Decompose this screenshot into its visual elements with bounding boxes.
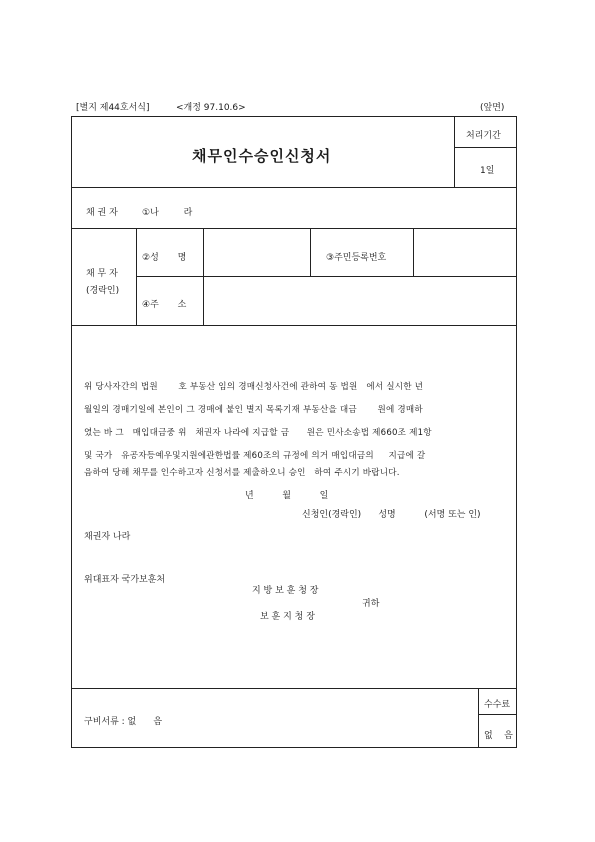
divider-label-col: [136, 228, 137, 325]
divider-processing: [454, 147, 517, 148]
regional-office: 지 방 보 훈 청 장: [252, 586, 319, 596]
body-line-2: 월일의 경매기일에 본인이 그 경매에 붙인 별지 목록기재 부동산을 대금 원에 경매하: [84, 405, 423, 415]
applicant-line: 신청인(경락인) 성명 (서명 또는 인): [302, 510, 481, 520]
honorific: 귀하: [362, 599, 380, 609]
body-line-3: 였는 바 그 매입대금중 위 채권자 나라에 지급할 금 원은 민사소송법 제660조 제1항: [84, 428, 432, 438]
branch-office: 보 훈 지 청 장: [260, 612, 315, 622]
divider-processing-left: [454, 116, 455, 187]
debtor-label-sub: (경락인): [86, 286, 120, 296]
form-number: [별지 제44호서식]: [76, 103, 150, 113]
creditor-label: 채 권 자: [86, 208, 118, 218]
representative-line: 위대표자 국가보훈처: [84, 575, 166, 585]
divider-title-bottom: [71, 187, 517, 188]
body-line-1: 위 당사자간의 법원 호 부동산 임의 경매신청사건에 관하여 동 법원 에서 실시한 년: [84, 382, 424, 392]
divider-debtor-col2: [203, 228, 204, 325]
processing-label: 처리기간: [466, 131, 501, 141]
body-line-4: 및 국가 유공자등예우및지원에관한법률 제60조의 규정에 의거 매입대금의 지급에 갈: [84, 451, 426, 461]
divider-debtor-mid: [136, 276, 517, 277]
revision-note: <개정 97.10.6>: [176, 103, 246, 113]
divider-fee: [478, 714, 517, 715]
page-side-label: (앞면): [480, 103, 505, 113]
fee-label: 수수료: [484, 700, 511, 710]
divider-creditor-bottom: [71, 228, 517, 229]
body-line-5: 음하여 당해 채무를 인수하고자 신청서를 제출하오니 승인 하여 주시기 바랍니다.: [84, 468, 400, 478]
date-line: 년 월 일: [245, 491, 329, 501]
divider-debtor-bottom: [71, 325, 517, 326]
creditor-signature: 채권자 나라: [84, 532, 131, 542]
divider-footer-top: [71, 688, 517, 689]
divider-debtor-col4: [413, 228, 414, 276]
address-label: ④주 소: [142, 300, 187, 310]
required-documents: 구비서류 : 없 음: [84, 717, 163, 727]
processing-value: 1일: [480, 166, 495, 176]
resident-number-label: ③주민등록번호: [326, 253, 387, 263]
page-title: 채무인수승인신청서: [192, 147, 332, 165]
divider-fee-left: [478, 688, 479, 748]
creditor-value: ①나 라: [142, 208, 193, 218]
debtor-label: 채 무 자: [86, 269, 118, 279]
divider-debtor-col3: [310, 228, 311, 276]
fee-value: 없 음: [484, 731, 513, 741]
name-label: ②성 명: [142, 253, 187, 263]
